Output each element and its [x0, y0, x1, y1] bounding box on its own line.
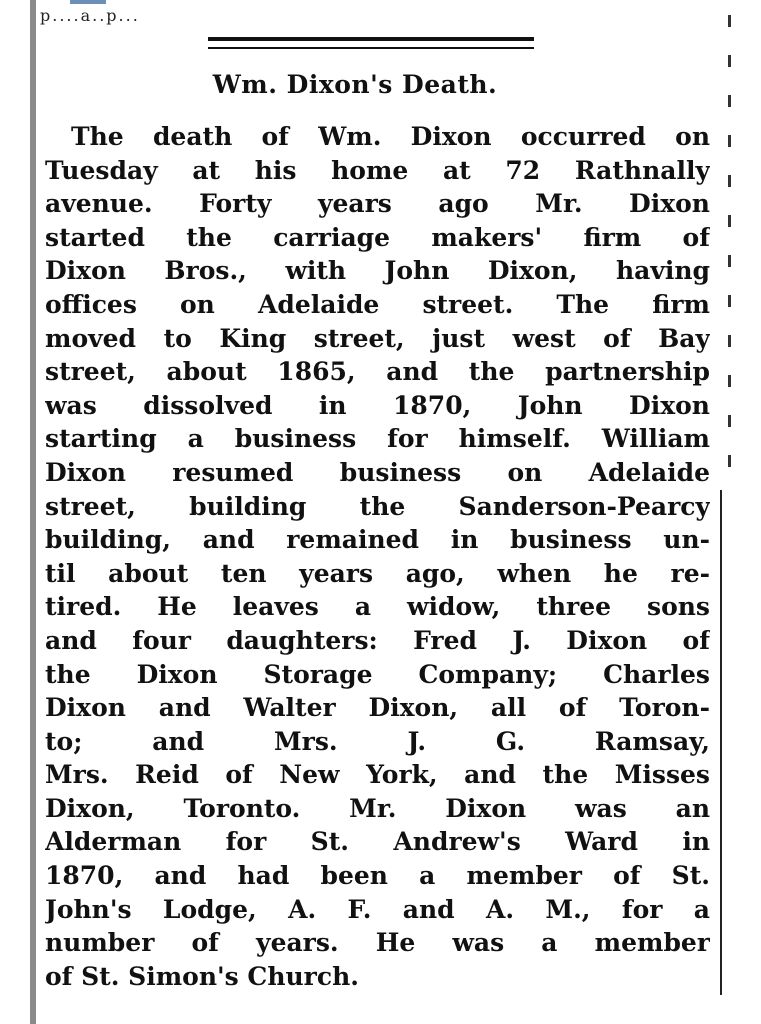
article-line: street, about 1865, and the partnership [45, 357, 710, 387]
column-rule [720, 490, 722, 995]
article-line: of St. Simon's Church. [45, 961, 359, 991]
article-line: building, and remained in business un- [45, 525, 710, 555]
article-line: John's Lodge, A. F. and A. M., for a [45, 894, 710, 924]
article-line: Mrs. Reid of New York, and the Misses [45, 760, 710, 790]
article-line: 1870, and had been a member of St. [45, 861, 710, 891]
column-edge-marks [728, 15, 731, 495]
article-line: Dixon Bros., with John Dixon, having [45, 256, 710, 286]
page-left-border [30, 0, 36, 1024]
article-line: was dissolved in 1870, John Dixon [45, 390, 710, 420]
article-line: til about ten years ago, when he re- [45, 558, 710, 588]
article-line: the Dixon Storage Company; Charles [45, 659, 710, 689]
article-line: Dixon and Walter Dixon, all of Toron- [45, 693, 710, 723]
headline-rule [208, 37, 534, 51]
article-line: Dixon resumed business on Adelaide [45, 457, 710, 487]
article-line: moved to King street, just west of Bay [45, 323, 710, 353]
article-line: Dixon, Toronto. Mr. Dixon was an [45, 793, 710, 823]
article-line: to; and Mrs. J. G. Ramsay, [45, 726, 710, 756]
article-line: Tuesday at his home at 72 Rathnally [45, 155, 710, 185]
article-line: street, building the Sanderson-Pearcy [45, 491, 710, 521]
article-line: started the carriage makers' firm of [45, 222, 710, 252]
article-line: offices on Adelaide street. The firm [45, 289, 710, 319]
article-line: avenue. Forty years ago Mr. Dixon [45, 189, 710, 219]
article-line: number of years. He was a member [45, 928, 710, 958]
article-line: The death of Wm. Dixon occurred on [71, 122, 710, 151]
article-line: Alderman for St. Andrew's Ward in [45, 827, 710, 857]
previous-article-fragment: p....a..p... [40, 6, 140, 25]
article-line: tired. He leaves a widow, three sons [45, 592, 710, 622]
corner-mark [70, 0, 106, 4]
article-line: and four daughters: Fred J. Dixon of [45, 625, 710, 655]
article-headline: Wm. Dixon's Death. [212, 70, 498, 99]
article-line: starting a business for himself. William [45, 424, 710, 454]
article-body [45, 120, 710, 993]
